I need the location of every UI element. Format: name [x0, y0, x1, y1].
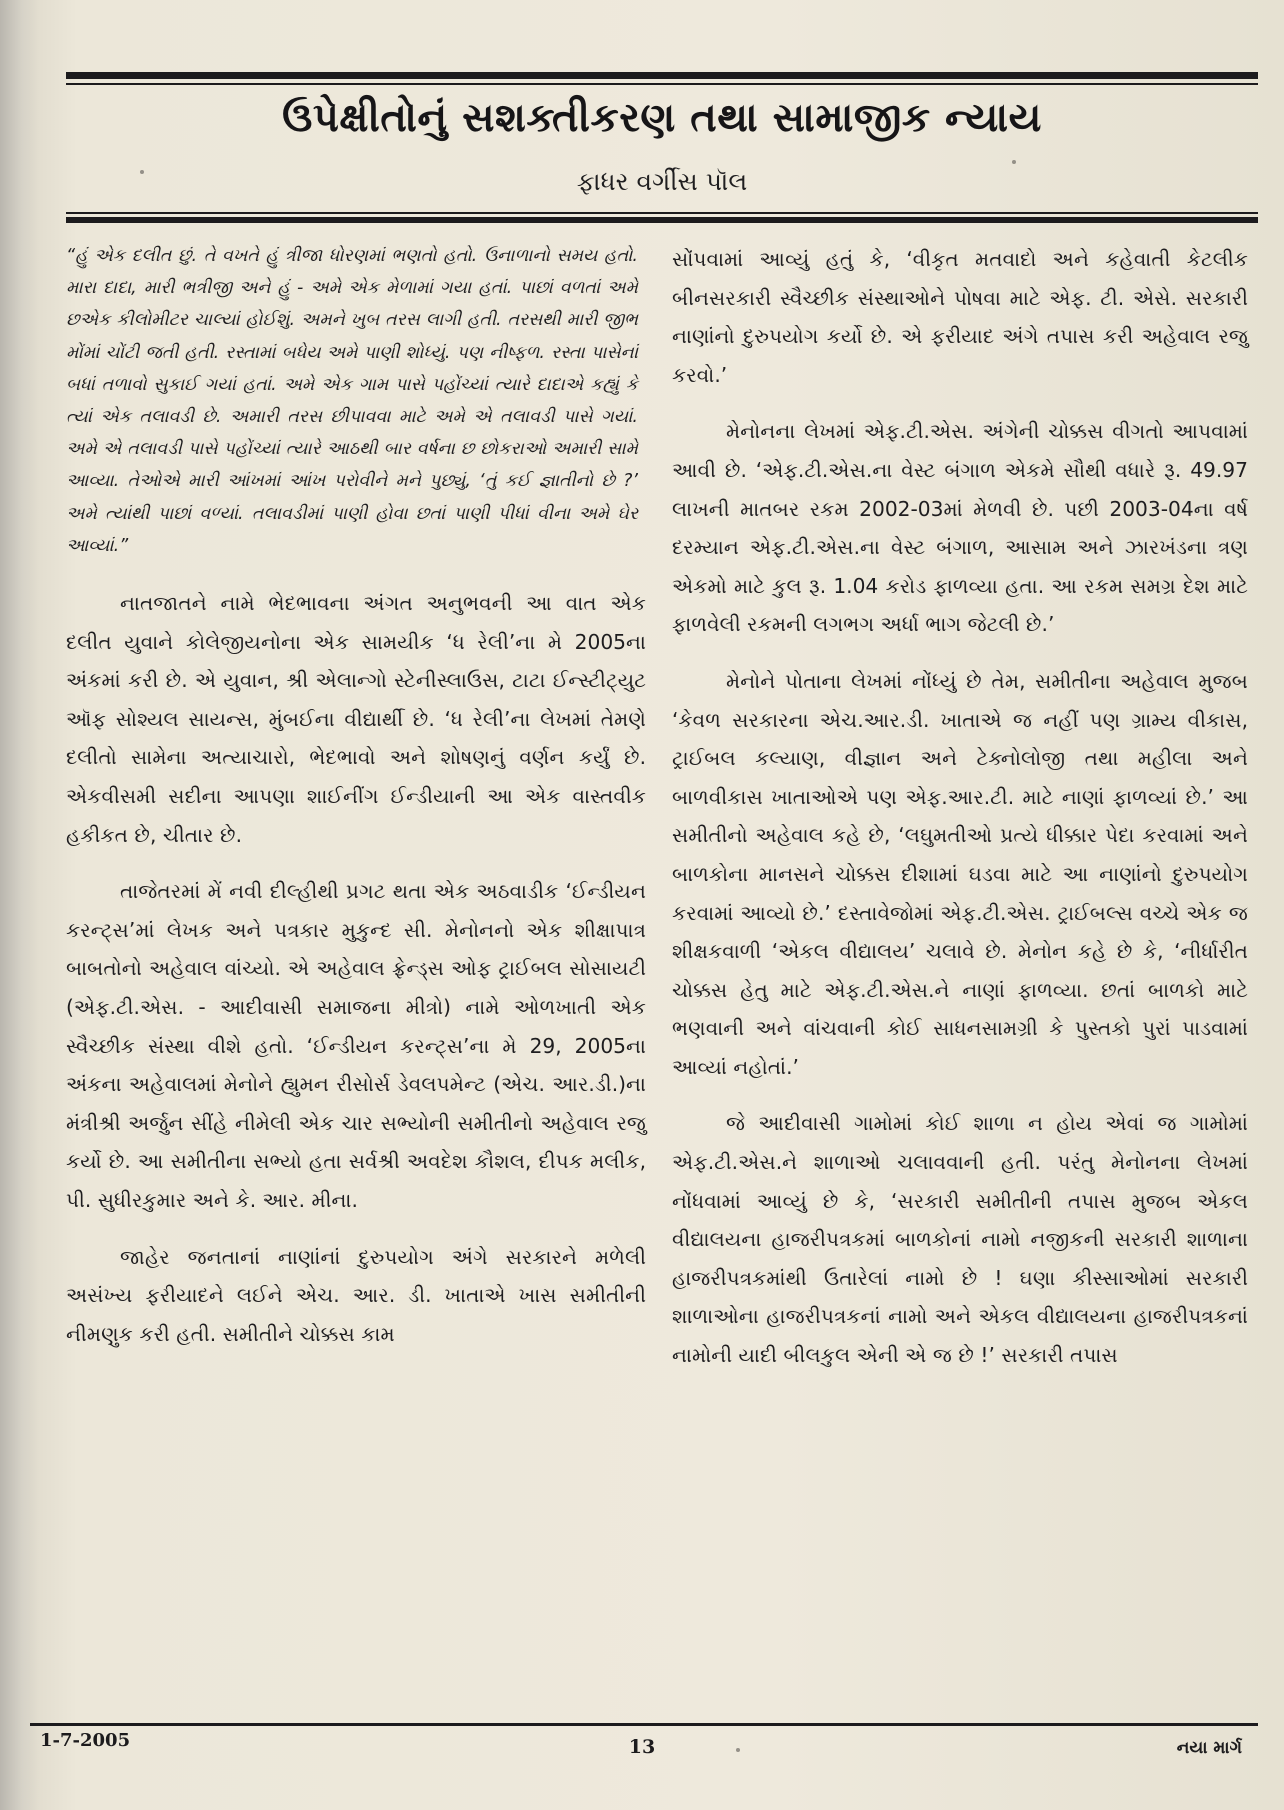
top-rule-thick — [66, 72, 1258, 79]
page-number: 13 — [628, 1736, 656, 1758]
left-column — [66, 240, 646, 1371]
paragraph: મેનોનના લેખમાં એફ.ટી.એસ. અંગેની ચોક્કસ વીગતો આપવામાં આવી છે. ‘એફ.ટી.એસ.ના વેસ્ટ બંગાળ એકમે સૌથી વધારે રૂ. 49.97 લાખની માતબર રકમ 2002-03માં મેળવી છે. પછી 2003-04ના વર્ષ દરમ્યાન એફ.ટી.એસ.ના વેસ્ટ બંગાળ, આસામ અને ઝારખંડના ત્રણ એકમો માટે કુલ રૂ. 1.04 કરોડ ફાળવ્યા હતા. આ રકમ સમગ્ર દેશ માટે ફાળવેલી રકમની લગભગ અર્ધા ભાગ જેટલી છે.’ — [672, 419, 1248, 637]
paragraph: જે આદીવાસી ગામોમાં કોઈ શાળા ન હોય એવાં જ ગામોમાં એફ.ટી.એસ.ને શાળાઓ ચલાવવાની હતી. પરંતુ મેનોનના લેખમાં નોંધવામાં આવ્યું છે કે, ‘સરકારી સમીતીની તપાસ મુજબ એકલ વીદ્યાલયના હાજરીપત્રકમાં બાળકોનાં નામો નજીકની સરકારી શાળાના હાજરીપત્રકમાંથી ઉતારેલાં નામો છે ! ઘણા કીસ્સાઓમાં સરકારી શાળાઓના હાજરીપત્રકનાં નામો અને એકલ વીદ્યાલયના હાજરીપત્રકનાં નામોની યાદી બીલકુલ એની એ જ છે !’ સરકારી તપાસ — [672, 1111, 1248, 1368]
top-rule-thin — [66, 83, 1258, 85]
header-rule-thick — [66, 217, 1258, 223]
magazine-name: નયા માર્ગ — [1176, 1738, 1242, 1758]
article-author: ફાધર વર્ગીસ પૉલ — [576, 167, 748, 196]
paragraph: નાતજાતને નામે ભેદભાવના અંગત અનુભવની આ વાત એક દલીત યુવાને કોલેજીયનોના એક સામયીક ‘ધ રેલી’ના મે 2005ના અંકમાં કરી છે. એ યુવાન, શ્રી એલાન્ગો સ્ટેનીસ્લાઉસ, ટાટા ઈન્સ્ટીટ્યુટ ઑફ સોશ્યલ સાયન્સ, મુંબઈના વીદ્યાર્થી છે. ‘ધ રેલી’ના લેખમાં તેમણે દલીતો સામેના અત્યાચારો, ભેદભાવો અને શોષણનું વર્ણન કર્યું છે. એકવીસમી સદીના આપણા શાઈનીંગ ઈન્ડીયાની આ એક વાસ્તવીક હકીકત છે, ચીતાર છે. — [66, 591, 646, 847]
paper-speck — [1012, 160, 1016, 164]
header-rule-thin — [66, 212, 1258, 214]
paper-speck — [736, 1748, 740, 1752]
opening-quote: “હું એક દલીત છું. તે વખતે હું ત્રીજા ધોરણમાં ભણતો હતો. ઉનાળાનો સમય હતો. મારા દાદા, મારી ભત્રીજી અને હું - અમે એક મેળામાં ગયા હતાં. પાછાં વળતાં અમે છએક કીલોમીટર ચાલ્યાં હોઈશું. અમને ખુબ તરસ લાગી હતી. તરસથી મારી જીભ મોંમાં ચોંટી જતી હતી. રસ્તામાં બધેય અમે પાણી શોધ્યું. પણ નીષ્ફળ. રસ્તા પાસેનાં બધાં તળાવો સુકાઈ ગયાં હતાં. અમે એક ગામ પાસે પહોંચ્યાં ત્યારે દાદાએ કહ્યું કે ત્યાં એક તલાવડી છે. અમારી તરસ છીપાવવા માટે અમે એ તલાવડી પાસે ગયાં. અમે એ તલાવડી પાસે પહોંચ્યાં ત્યારે આઠથી બાર વર્ષના છ છોકરાઓ અમારી સામે આવ્યા. તેઓએ મારી આંખમાં આંખ પરોવીને મને પુછ્યું, ‘તું કઈ જ્ઞાતીનો છે ?’ અમે ત્યાંથી પાછાં વળ્યાં. તલાવડીમાં પાણી હોવા છતાં પાણી પીધાં વીના અમે ઘેર આવ્યાં.” — [66, 246, 638, 556]
paper-speck — [140, 170, 144, 174]
issue-date: 1-7-2005 — [40, 1730, 131, 1751]
page-edge-shadow — [0, 0, 38, 1810]
paragraph: તાજેતરમાં મેં નવી દીલ્હીથી પ્રગટ થતા એક અઠવાડીક ‘ઈન્ડીયન કરન્ટ્સ’માં લેખક અને પત્રકાર મુકુન્દ સી. મેનોનનો એક શીક્ષાપાત્ર બાબતોનો અહેવાલ વાંચ્યો. એ અહેવાલ ફ્રેન્ડ્સ ઓફ ટ્રાઈબલ સોસાયટી (એફ.ટી.એસ. - આદીવાસી સમાજના મીત્રો) નામે ઓળખાતી એક સ્વૈચ્છીક સંસ્થા વીશે હતો. ‘ઈન્ડીયન કરન્ટ્સ’ના મે 29, 2005ના અંકના અહેવાલમાં મેનોને હ્યુમન રીસોર્સ ડેવલપમેન્ટ (એચ. આર.ડી.)ના મંત્રીશ્રી અર્જુન સીંહે નીમેલી એક ચાર સભ્યોની સમીતીનો અહેવાલ રજુ કર્યો છે. આ સમીતીના સભ્યો હતા સર્વશ્રી અવદેશ કૌશલ, દીપક મલીક, પી. સુધીરકુમાર અને કે. આર. મીના. — [66, 879, 646, 1212]
paragraph: જાહેર જનતાનાં નાણાંનાં દુરુપયોગ અંગે સરકારને મળેલી અસંખ્ય ફરીયાદને લઈને એચ. આર. ડી. ખાતાએ ખાસ સમીતીની નીમણુક કરી હતી. સમીતીને ચોક્કસ કામ — [66, 1244, 646, 1346]
right-column — [672, 240, 1248, 1393]
paragraph-continued: સોંપવામાં આવ્યું હતું કે, ‘વીકૃત મતવાદો અને કહેવાતી કેટલીક બીનસરકારી સ્વૈચ્છીક સંસ્થાઓને પોષવા માટે એફ. ટી. એસે. સરકારી નાણાંનો દુરુપયોગ કર્યો છે. એ ફરીયાદ અંગે તપાસ કરી અહેવાલ રજુ કરવો.’ — [672, 247, 1248, 387]
footer-rule — [30, 1723, 1258, 1726]
article-title: ઉપેક્ષીતોનું સશક્તીકરણ તથા સામાજીક ન્યાય — [282, 95, 1042, 141]
paragraph: મેનોને પોતાના લેખમાં નોંધ્યું છે તેમ, સમીતીના અહેવાલ મુજબ ‘કેવળ સરકારના એચ.આર.ડી. ખાતાએ જ નહીં પણ ગ્રામ્ય વીકાસ, ટ્રાઈબલ કલ્યાણ, વીજ્ઞાન અને ટેક્નોલોજી તથા મહીલા અને બાળવીકાસ ખાતાઓએ પણ એફ.આર.ટી. માટે નાણાં ફાળવ્યાં છે.’ આ સમીતીનો અહેવાલ કહે છે, ‘લઘુમતીઓ પ્રત્યે ધીક્કાર પેદા કરવામાં અને બાળકોના માનસને ચોક્કસ દીશામાં ઘડવા માટે આ નાણાંનો દુરુપયોગ કરવામાં આવ્યો છે.’ દસ્તાવેજોમાં એફ.ટી.એસ. ટ્રાઈબલ્સ વચ્ચે એક જ શીક્ષકવાળી ‘એકલ વીદ્યાલય’ ચલાવે છે. મેનોન કહે છે કે, ‘નીર્ધારીત ચોક્કસ હેતુ માટે એફ.ટી.એસ.ને નાણાં ફાળવ્યા. છતાં બાળકો માટે ભણવાની અને વાંચવાની કોઈ સાધનસામગ્રી કે પુસ્તકો પુરાં પાડવામાં આવ્યાં નહોતાં.’ — [672, 668, 1248, 1079]
